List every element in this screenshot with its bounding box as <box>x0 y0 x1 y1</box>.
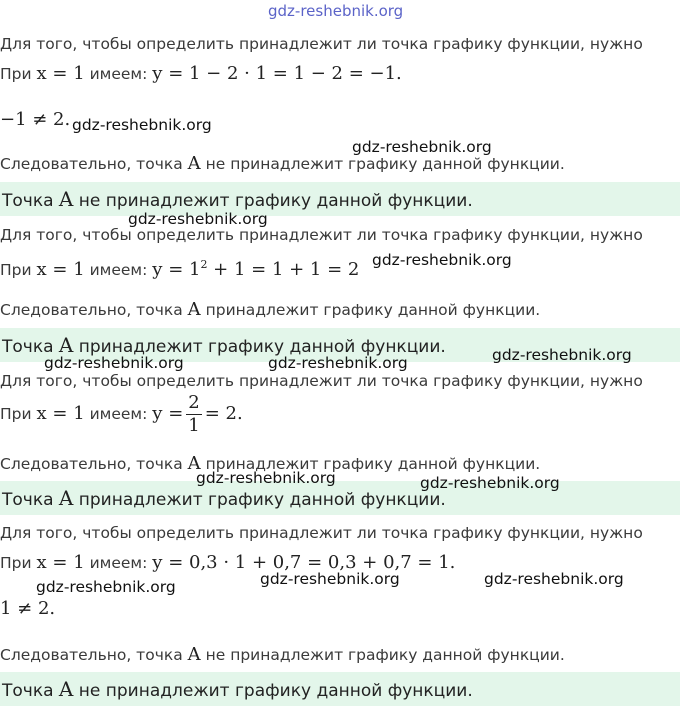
imeem-label: имеем: <box>89 65 148 83</box>
watermark: gdz-reshebnik.org <box>196 469 336 487</box>
point-a: A <box>58 486 74 510</box>
compare-line-4 <box>0 599 55 619</box>
watermark: gdz-reshebnik.org <box>260 570 400 588</box>
imeem-label: имеем: <box>89 554 148 572</box>
conclusion-2: принадлежит графику данной функции. <box>205 301 541 319</box>
conclusion-line-4 <box>0 645 565 665</box>
answer-box-1 <box>0 182 680 216</box>
compare-math-4: 1 ≠ 2. <box>0 598 56 619</box>
sledovatelno-label: Следовательно, точка <box>0 301 183 319</box>
conclusion-line-2 <box>0 300 540 320</box>
answer-text-2: принадлежит графику данной функции. <box>78 337 446 357</box>
x-eq: x = 1 <box>36 259 85 280</box>
compare-line-1 <box>0 110 70 130</box>
watermark: gdz-reshebnik.org <box>492 346 632 364</box>
pri-label: При <box>0 65 32 83</box>
watermark: gdz-reshebnik.org <box>420 474 560 492</box>
point-a: A <box>58 333 74 357</box>
watermark: gdz-reshebnik.org <box>352 138 492 156</box>
conclusion-4: не принадлежит графику данной функции. <box>205 646 565 664</box>
pri-label: При <box>0 261 32 279</box>
answer-prefix: Точка <box>2 490 54 510</box>
x-eq: x = 1 <box>36 552 85 573</box>
sledovatelno-label: Следовательно, точка <box>0 646 183 664</box>
calc-math-3: y = $\frac{2}{1}$ = 2. <box>152 391 243 436</box>
fraction: $\frac{2}{1}$ <box>188 391 200 436</box>
intro-text-2: Для того, чтобы определить принадлежит ли точка графику функции, нужно <box>0 226 643 244</box>
answer-box-4 <box>0 672 680 706</box>
watermark: gdz-reshebnik.org <box>372 251 512 269</box>
answer-prefix: Точка <box>2 337 54 357</box>
point-a: A <box>187 299 201 320</box>
sledovatelno-label: Следовательно, точка <box>0 455 183 473</box>
pri-label: При <box>0 554 32 572</box>
watermark: gdz-reshebnik.org <box>72 116 212 134</box>
calc-math-2: $y = 1^2 + 1 = 1 + 1 = 2$ <box>152 258 360 280</box>
watermark: gdz-reshebnik.org <box>44 354 184 372</box>
calc-line-2 <box>0 255 359 280</box>
calc-math-4: y = 0,3 · 1 + 0,7 = 0,3 + 0,7 = 1. <box>152 552 456 573</box>
point-a: A <box>58 187 74 211</box>
answer-text-4: не принадлежит графику данной функции. <box>78 681 473 701</box>
conclusion-line-1 <box>0 154 565 174</box>
calc-math-1: y = 1 − 2 · 1 = 1 − 2 = −1. <box>152 63 402 84</box>
answer-prefix: Точка <box>2 681 54 701</box>
conclusion-3: принадлежит графику данной функции. <box>205 455 541 473</box>
answer-text-1: не принадлежит графику данной функции. <box>78 191 473 211</box>
watermark-top: gdz-reshebnik.org <box>268 2 404 20</box>
compare-math-1: −1 ≠ 2. <box>0 109 71 130</box>
point-a: A <box>187 153 201 174</box>
pri-label: При <box>0 405 32 423</box>
answer-text-3: принадлежит графику данной функции. <box>78 490 446 510</box>
x-eq: x = 1 <box>36 403 85 424</box>
calc-line-1 <box>0 64 402 84</box>
watermark: gdz-reshebnik.org <box>484 570 624 588</box>
point-a: A <box>58 677 74 701</box>
point-a: A <box>187 453 201 474</box>
intro-text-3: Для того, чтобы определить принадлежит ли точка графику функции, нужно <box>0 372 643 390</box>
watermark: gdz-reshebnik.org <box>268 354 408 372</box>
watermark: gdz-reshebnik.org <box>128 210 268 228</box>
imeem-label: имеем: <box>89 261 148 279</box>
intro-text-1: Для того, чтобы определить принадлежит ли точка графику функции, нужно <box>0 35 643 53</box>
sledovatelno-label: Следовательно, точка <box>0 155 183 173</box>
calc-line-3 <box>0 386 243 442</box>
x-eq: x = 1 <box>36 63 85 84</box>
intro-text-4: Для того, чтобы определить принадлежит ли точка графику функции, нужно <box>0 524 643 542</box>
watermark: gdz-reshebnik.org <box>36 578 176 596</box>
conclusion-1: не принадлежит графику данной функции. <box>205 155 565 173</box>
imeem-label: имеем: <box>89 405 148 423</box>
answer-prefix: Точка <box>2 191 54 211</box>
answer-box-3 <box>0 481 680 515</box>
point-a: A <box>187 644 201 665</box>
